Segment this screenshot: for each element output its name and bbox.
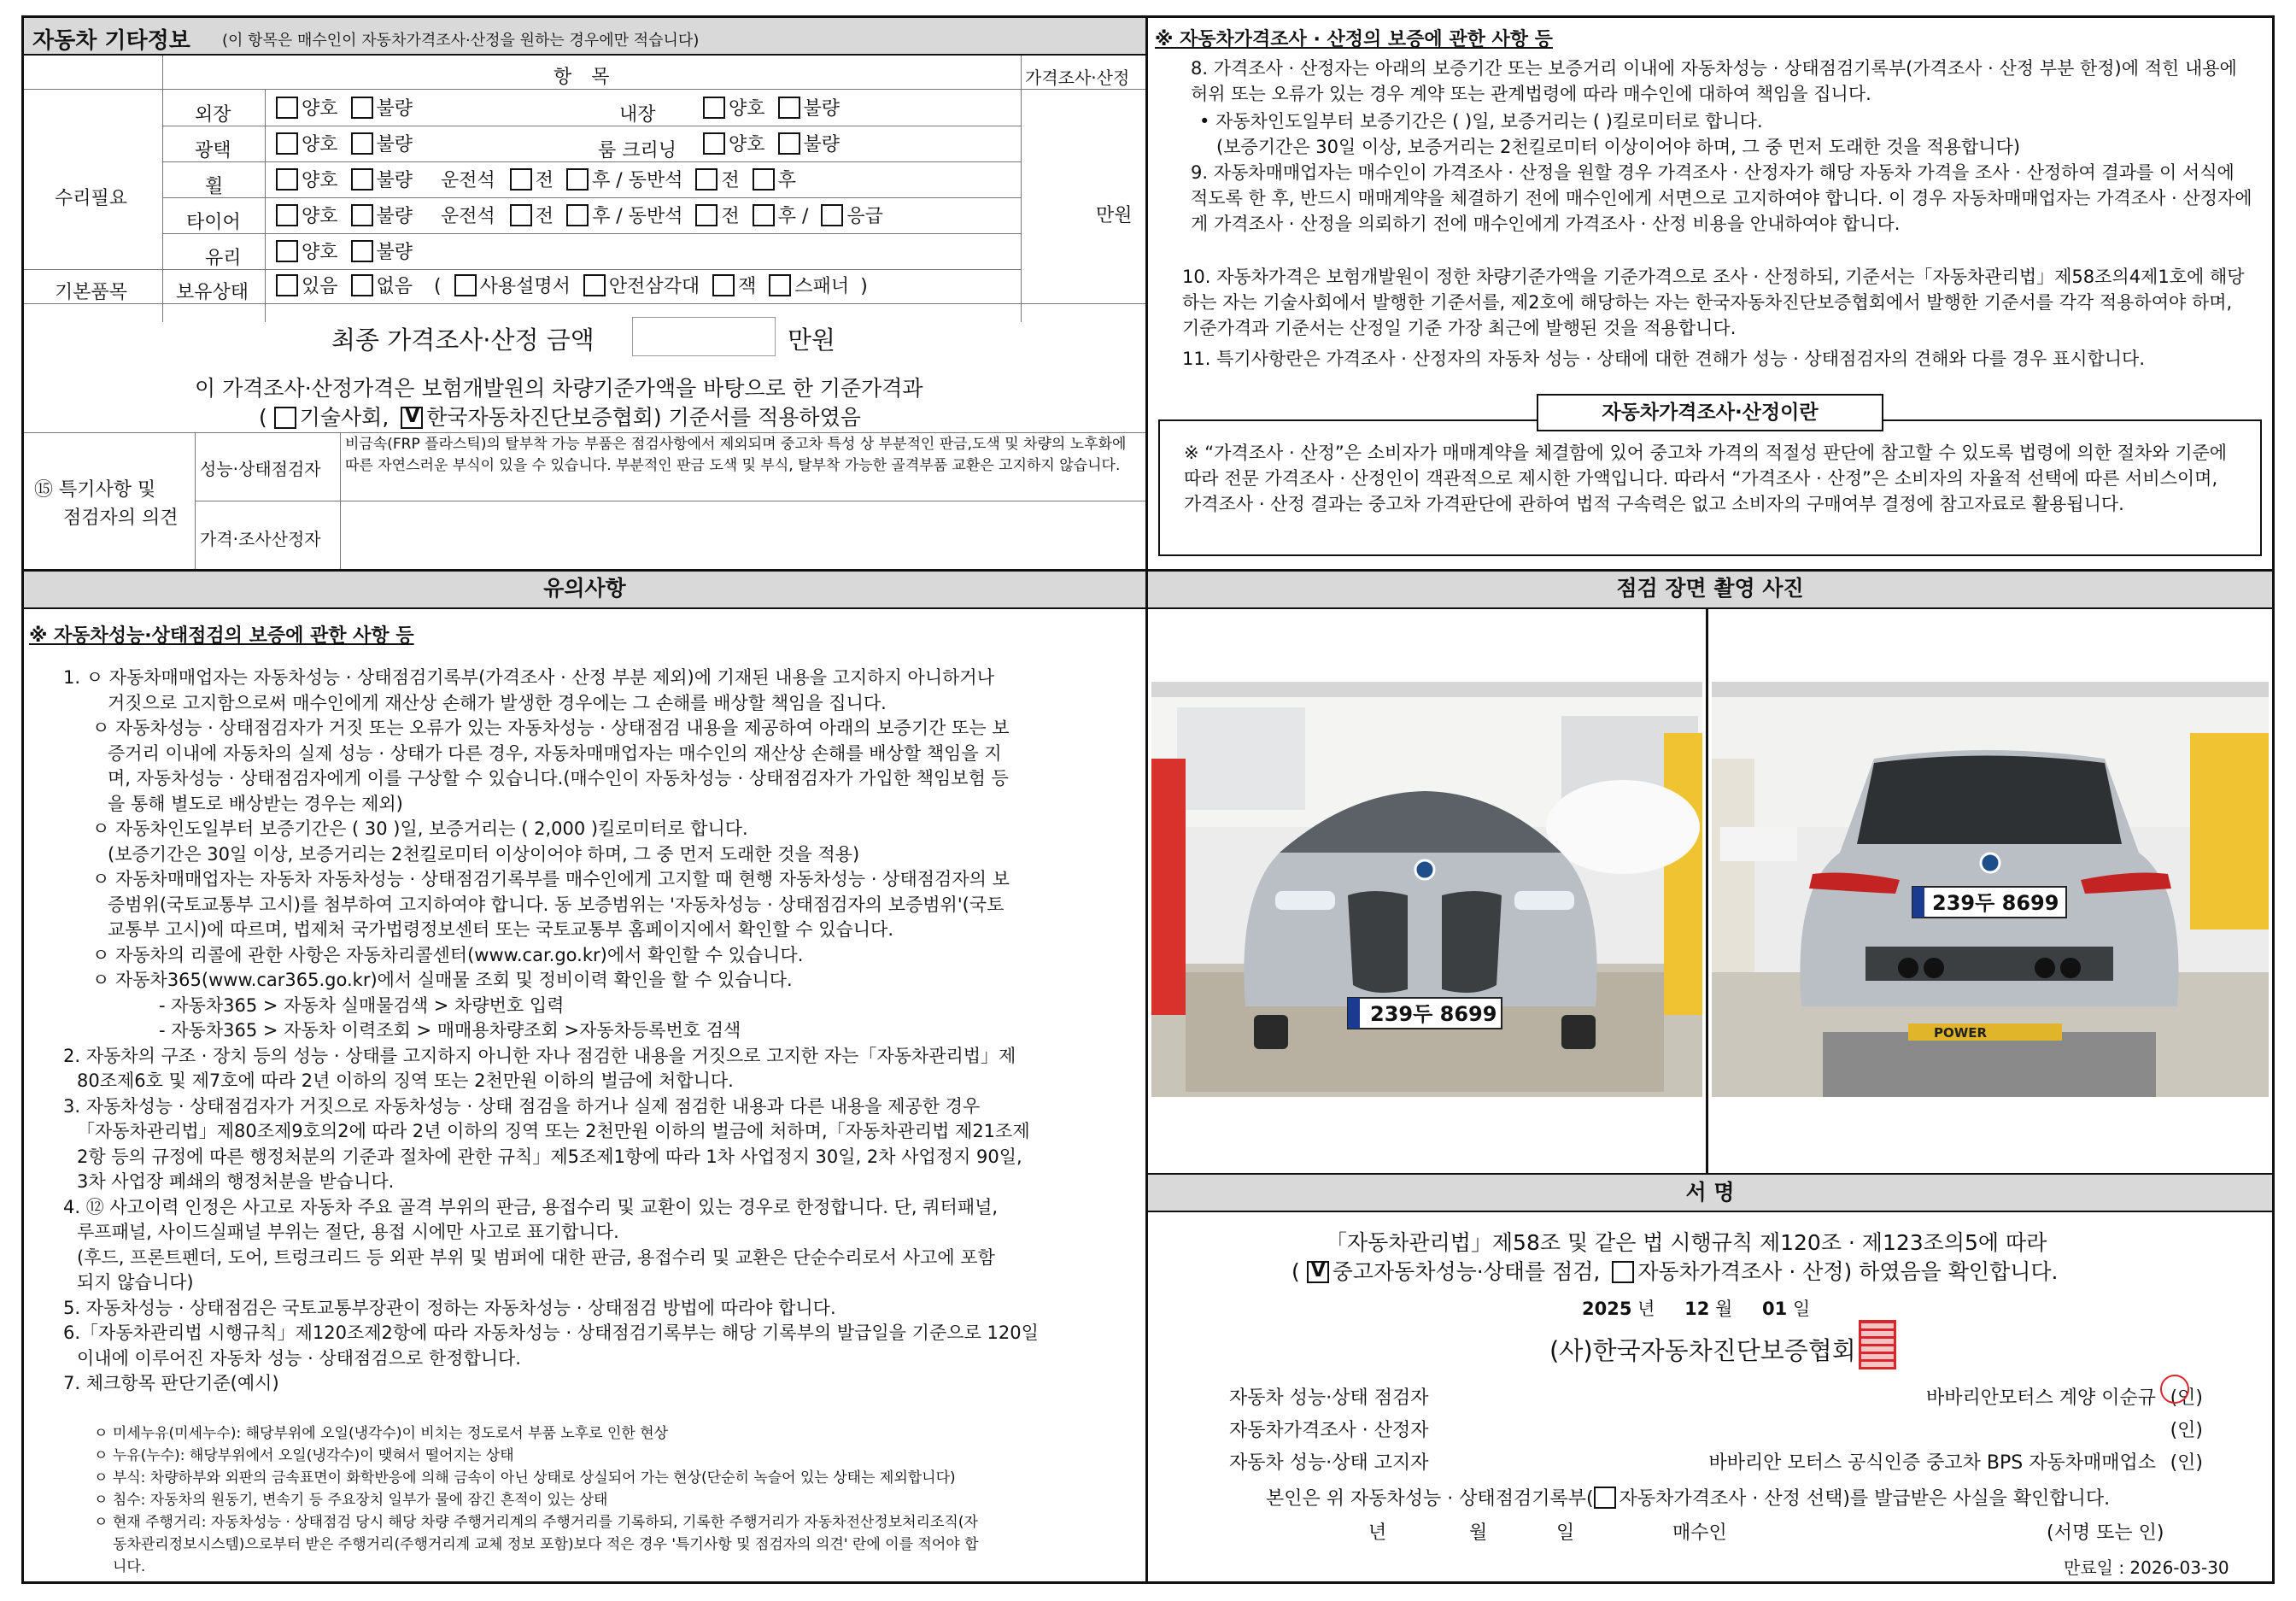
signature-row-value: 바바리안모터스 계양 이순규 xyxy=(1925,1387,2156,1409)
basis-line: 이 가격조사·산정가격은 보험개발원의 차량기준가액을 바탕으로 한 기준가격과 xyxy=(195,376,923,401)
rear-inspection-photo xyxy=(1712,682,2269,1097)
signature-row-mark[interactable]: (인) xyxy=(2170,1420,2203,1441)
power-label: POWER xyxy=(1934,1025,1988,1041)
price-definition-title: 자동차가격조사·산정이란 xyxy=(1537,394,1883,431)
notes-line: ㅇ 자동차매매업자는 자동차 자동차성능 · 상태점검기록부를 매수인에게 고지할 때 현행 자동차성능 · 상태점검자의 보 xyxy=(92,869,1010,889)
price-warranty-period-note: (보증기간은 30일 이상, 보증거리는 2천킬로미터 이상이어야 하며, 그 중 먼저 도래한 것을 적용합니다) xyxy=(1216,137,2021,157)
final-price-input[interactable] xyxy=(632,317,776,356)
basis-tech-checkbox[interactable] xyxy=(274,407,296,429)
notes-heading: ※ 자동차성능·상태점검의 보증에 관한 사항 등 xyxy=(29,625,414,647)
photos-title: 점검 장면 촬영 사진 xyxy=(1148,572,2272,609)
sign-date: 2025 년 12 월 01 일 xyxy=(1582,1299,1811,1319)
exterior-bad-checkbox[interactable] xyxy=(351,97,373,119)
notes-line: ㅇ 자동차인도일부터 보증기간은 ( 30 )일, 보증거리는 ( 2,000 )킬로미터로 합니다. xyxy=(92,818,748,839)
signature-row xyxy=(1229,1446,2246,1474)
item-header: 항 목 xyxy=(554,67,617,88)
buyer-label: 매수인 xyxy=(1672,1522,1727,1544)
manual-checkbox[interactable] xyxy=(454,274,477,296)
receipt-text-b: 자동차가격조사 · 산정 선택)를 발급받은 사실을 확인합니다. xyxy=(1619,1488,2111,1510)
stamp-icon xyxy=(2160,1375,2189,1404)
org-seal-icon xyxy=(1859,1320,1896,1369)
signature-row-label: 자동차가격조사 · 산정자 xyxy=(1229,1420,1429,1441)
notes-line: 증범위(국토교통부 고시)를 첨부하여 고지하여야 합니다. 동 보증범위는 '자동차성능 · 상태점검자의 보증범위'(국토 xyxy=(108,894,1004,915)
final-price-label: 최종 가격조사·산정 금액 xyxy=(331,325,594,355)
notes-line: 5. 자동차성능 · 상태점검은 국토교통부장관이 정하는 자동차성능 · 상태점검 방법에 따라야 합니다. xyxy=(63,1297,836,1318)
row-label-exterior: 외장 xyxy=(195,104,231,126)
notes-line: - 자동차365 > 자동차 실매물검색 > 차량번호 입력 xyxy=(159,994,565,1016)
signature-row xyxy=(1229,1414,2246,1441)
signature-row-mark[interactable]: (인) xyxy=(2170,1452,2203,1474)
triangle-checkbox[interactable] xyxy=(583,274,606,296)
gloss-good-checkbox[interactable] xyxy=(276,132,298,155)
price-header: 가격조사·산정 xyxy=(1025,67,1130,88)
spanner-checkbox[interactable] xyxy=(769,274,791,296)
glass-bad-checkbox[interactable] xyxy=(351,240,373,262)
special-label-1: ⑮ 특기사항 및 xyxy=(34,479,156,501)
tire-pass-rear-checkbox[interactable] xyxy=(753,204,775,226)
special-label-2: 점검자의 의견 xyxy=(63,507,179,529)
notes-line: 「자동차관리법」제80조제9호의2에 따라 2년 이하의 징역 또는 2천만원 이하의 벌금에 처하며,「자동차관리법 제21조제 xyxy=(77,1121,1030,1141)
row-label-wheel: 휠 xyxy=(205,176,224,197)
gloss-bad-checkbox[interactable] xyxy=(351,132,373,155)
basis-kaca-checkbox[interactable] xyxy=(401,407,423,429)
tire-bad-checkbox[interactable] xyxy=(351,204,373,226)
confirm-inspection-checkbox[interactable] xyxy=(1307,1261,1329,1283)
price-unit: 만원 xyxy=(1096,205,1133,226)
tire-good-checkbox[interactable] xyxy=(276,204,298,226)
price-warranty-item-9: 9. 자동차매매업자는 매수인이 가격조사 · 산정을 원할 경우 가격조사 · 산정자가 해당 자동차 가격을 조사 · 산정하여 결과를 이 서식에 적도록 한 후, 반드시 매매계약을 체결하기 전에 매수인에게 서면으로 고지하여야 합니다. 이 경우 자동차매매업자는 가격조사 · 산정자에게 가격조사 · 산정을 의뢰하기 전에 매수인에게 가격조사 · 산정 비용을 안내하여야 합니다. xyxy=(1191,162,2252,234)
notes-line: 3차 사업장 폐쇄의 행정처분을 받습니다. xyxy=(77,1171,395,1192)
inspector-label: 성능·상태점검자 xyxy=(200,459,321,479)
notes-line: 루프패널, 사이드실패널 부위는 절단, 용접 시에만 사고로 표기합니다. xyxy=(77,1222,619,1242)
signature-row-label: 자동차 성능·상태 고지자 xyxy=(1229,1452,1429,1474)
jack-checkbox[interactable] xyxy=(712,274,735,296)
notes-line: 교통부 고시)에 따르며, 법제처 국가법령정보센터 또는 국토교통부 홈페이지에서 확인할 수 있습니다. xyxy=(108,919,894,940)
notes-section xyxy=(24,609,1145,1581)
notes-line: 7. 체크항목 판단기준(예시) xyxy=(63,1373,279,1393)
wheel-driver-rear-checkbox[interactable] xyxy=(566,168,589,191)
wheel-driver-front-checkbox[interactable] xyxy=(510,168,532,191)
org-name: (사)한국자동차진단보증협회 xyxy=(1549,1336,1856,1365)
tire-emergency-checkbox[interactable] xyxy=(821,204,843,226)
price-warranty-item-8: 8. 가격조사 · 산정자는 아래의 보증기간 또는 보증거리 이내에 자동차성능 · 상태점검기록부(가격조사 · 산정 부분 한정)에 적힌 내용에 허위 또는 오류가 있는 경우 계약 또는 관계법령에 따라 매수인에 대하여 책임을 집니다. xyxy=(1191,58,2237,104)
notes-line: 증거리 이내에 자동차의 실제 성능 · 상태가 다른 경우, 자동차매매업자는 매수인의 재산상 손해를 배상할 책임을 지 xyxy=(108,742,1002,764)
wheel-bad-checkbox[interactable] xyxy=(351,168,373,191)
room-good-checkbox[interactable] xyxy=(703,132,725,155)
signature-row-value: 바바리안 모터스 공식인증 중고차 BPS 자동차매매업소 xyxy=(1708,1452,2156,1474)
interior-good-checkbox[interactable] xyxy=(703,97,725,119)
tire-driver-rear-checkbox[interactable] xyxy=(566,204,589,226)
inspector-opinion: 비금속(FRP 플라스틱)의 탈부착 가능 부품은 점검사항에서 제외되며 중고차 특성 상 부분적인 판금,도색 및 차량의 노후화에 따른 자연스러운 부식이 있을 수 있습니다. 부분적인 판금 도색 및 부식, 탈부착 가능한 골격부품 교환은 고지하지 않습니다. xyxy=(345,436,1127,474)
notes-line: ㅇ 자동차성능 · 상태점검자가 거짓 또는 오류가 있는 자동차성능 · 상태점검 내용을 제공하여 아래의 보증기간 또는 보 xyxy=(92,718,1010,738)
tire-pass-front-checkbox[interactable] xyxy=(695,204,718,226)
price-warranty-section xyxy=(1148,18,2272,569)
row-label-interior: 내장 xyxy=(619,104,656,126)
price-warranty-item-10: 10. 자동차가격은 보험개발원이 정한 차량기준가액을 기준가격으로 조사 · 산정하되, 기준서는「자동차관리법」제58조의4제1호에 해당하는 자는 기술사회에서 발행한 기준서를, 제2호에 해당하는 자는 한국자동차진단보증협회에서 발행한 기준서를 각각 적용하여야 하며, 기준가격과 기준서는 산정일 기준 가장 최근에 발행된 것을 적용합니다. xyxy=(1182,267,2245,338)
criteria-line: ㅇ 현재 주행거리: 자동차성능 · 상태점검 당시 해당 차량 주행거리계의 주행거리를 기록하되, 기록한 주행거리가 자동차전산정보처리조직(자 xyxy=(94,1514,978,1531)
signature-row-mark[interactable]: (인) xyxy=(2170,1387,2203,1409)
criteria-line: ㅇ 침수: 자동차의 원동기, 변속기 등 주요장치 일부가 물에 잠긴 흔적이 있는 상태 xyxy=(94,1492,608,1509)
notes-line: 2. 자동차의 구조 · 장치 등의 성능 · 상태를 고지하지 아니한 자나 점검한 내용을 거짓으로 고지한 자는「자동차관리법」제 xyxy=(63,1045,1016,1066)
notes-line: 4. ⑫ 사고이력 인정은 사고로 자동차 주요 골격 부위의 판금, 용접수리 및 교환이 있는 경우로 한정합니다. 단, 쿼터패널, xyxy=(63,1196,999,1217)
receipt-text-a: 본인은 위 자동차성능 · 상태점검기록부( xyxy=(1266,1488,1594,1510)
signature-title: 서 명 xyxy=(1148,1173,2272,1212)
extra-info-note: (이 항목은 매수인이 자동차가격조사·산정을 원하는 경우에만 적습니다) xyxy=(222,32,700,50)
criteria-line: ㅇ 부식: 차량하부와 외판의 금속표면이 화학반응에 의해 금속이 아닌 상태로 상실되어 가는 현상(단순히 녹슬어 있는 상태는 제외합니다) xyxy=(94,1469,956,1487)
repair-label: 수리필요 xyxy=(55,188,128,209)
notes-line: - 자동차365 > 자동차 이력조회 > 매매용차량조회 >자동차등록번호 검색 xyxy=(159,1020,741,1041)
rear-plate-text: 239두 8699 xyxy=(1932,891,2059,915)
have-checkbox[interactable] xyxy=(276,274,298,296)
criteria-line: 동차관리정보시스템)으로부터 받은 주행거리(주행거리계 교체 정보 포함)보다 적은 경우 '특기사항 및 점검자의 의견' 란에 이를 적어야 합 xyxy=(113,1536,979,1553)
price-warranty-heading: ※ 자동차가격조사 · 산정의 보증에 관한 사항 등 xyxy=(1155,29,1553,50)
row-label-room: 룸 크리닝 xyxy=(598,140,677,161)
criteria-line: ㅇ 누유(누수): 해당부위에서 오일(냉각수)이 맺혀서 떨어지는 상태 xyxy=(94,1447,514,1464)
notes-line: ㅇ 자동차의 리콜에 관한 사항은 자동차리콜센터(www.car.go.kr)에서 확인할 수 있습니다. xyxy=(92,944,804,965)
confirm-price-checkbox[interactable] xyxy=(1612,1261,1634,1283)
signature-row xyxy=(1229,1381,2246,1409)
extra-info-title: 자동차 기타정보 xyxy=(32,28,190,54)
notes-line: 1. ㅇ 자동차매매업자는 자동차성능 · 상태점검기록부(가격조사 · 산정 부분 제외)에 기재된 내용을 고지하지 아니하거나 xyxy=(63,667,994,688)
notes-line: 을 통해 별도로 배상받는 경우는 제외) xyxy=(108,793,403,814)
extra-info-section: 자동차 기타정보 (이 항목은 매수인이 자동차가격조사·산정을 원하는 경우에만 적습니다) 항 목 가격조사·산정 수리필요 만원 외장 양호 불량 내장 양호 불량 광택 양호 불량 룸 크리닝 양호 불량 휠 양호 불량 운전석 전 후 / 동반석 전 후 타이어 양호 불량 운전석 전 후 / 동반석 전 후 / 응급 유리 양호 불량 기본품목 보유상태 있음 없음 ( 사용설명서 안전삼각대 잭 스패너 ) 최종 가격조사·산정 금액 만원 이 가격조사·산정가격은 보험개발원의 차량기준가액을 바탕으로 한 기준가격과 ( 기술사회, V 한국자동차진단보증협회) 기준서를 적용하였음 ⑮ 특기사항 및 점검자의 의견 성능·상태점검자 비금속(FRP 플라스틱)의 탈부착 가능 부품은 점검사항에서 제외되며 중고차 특성 상 부분적인 판금,도색 및 차량의 노후화에 따른 자연스러운 부식이 있을 수 있습니다. 부분적인 판금 도색 및 부식, 탈부착 가능한 골격부품 교환은 고지하지 않습니다. 가격·조사산정자 xyxy=(24,18,1145,569)
criteria-line: 니다. xyxy=(113,1558,146,1575)
price-warranty-bullet: • 자동차인도일부터 보증기간은 ( )일, 보증거리는 ( )킬로미터로 합니다. xyxy=(1199,111,1763,132)
notes-line: 80조제6호 및 제7호에 따라 2년 이하의 징역 또는 2천만원 이하의 벌금에 처합니다. xyxy=(77,1070,734,1091)
receipt-price-checkbox[interactable] xyxy=(1594,1487,1616,1509)
wheel-pass-rear-checkbox[interactable] xyxy=(753,168,775,191)
signature-row-label: 자동차 성능·상태 점검자 xyxy=(1229,1387,1429,1409)
row-label-gloss: 광택 xyxy=(195,140,231,161)
notes-line: 3. 자동차성능 · 상태점검자가 거짓으로 자동차성능 · 상태 점검을 하거나 실제 점검한 내용과 다른 내용을 제공한 경우 xyxy=(63,1095,981,1117)
notes-line: (후드, 프론트펜더, 도어, 트렁크리드 등 외판 부위 및 범퍼에 대한 판금, 용접수리 및 교환은 단순수리로서 사고에 포함 xyxy=(77,1246,995,1268)
criteria-line: ㅇ 미세누유(미세누수): 해당부위에 오일(냉각수)이 비치는 정도로서 부품 노후로 인한 현상 xyxy=(94,1425,669,1442)
wheel-pass-front-checkbox[interactable] xyxy=(695,168,718,191)
receipt-month: 월 xyxy=(1469,1522,1488,1544)
final-price-unit: 만원 xyxy=(788,325,836,355)
tire-driver-front-checkbox[interactable] xyxy=(510,204,532,226)
notes-title: 유의사항 xyxy=(24,572,1145,609)
front-inspection-photo xyxy=(1151,682,1702,1097)
notes-line: 되지 않습니다) xyxy=(77,1272,194,1293)
notes-line: 이내에 이루어진 자동차 성능 · 상태점검으로 한정합니다. xyxy=(77,1347,521,1369)
buyer-sign-field[interactable]: (서명 또는 인) xyxy=(2047,1522,2164,1544)
expiry-date: 만료일 : 2026-03-30 xyxy=(2064,1557,2229,1578)
interior-bad-checkbox[interactable] xyxy=(778,97,800,119)
wheel-good-checkbox[interactable] xyxy=(276,168,298,191)
appraiser-label: 가격·조사산정자 xyxy=(200,529,321,549)
notes-line: 6.「자동차관리법 시행규칙」제120조제2항에 따라 자동차성능 · 상태점검기록부는 해당 기록부의 발급일을 기준으로 120일 xyxy=(63,1322,1039,1343)
law-line: 「자동차관리법」제58조 및 같은 법 시행규칙 제120조 · 제123조의5에 따라 xyxy=(1326,1230,2047,1255)
signature-section: 「자동차관리법」제58조 및 같은 법 시행규칙 제120조 · 제123조의5에 따라 ( V 중고자동차성능·상태를 점검, 자동차가격조사 · 산정) 하였음을 확인합니다. 2025 년 12 월 01 일 (사)한국자동차진단보증협회 자동차 성능·상태 점검자 바바리안모터스 계양 이순규 (인) 자동차가격조사 · 산정자 (인) 자동차 성능·상태 고지자 바바리안 모터스 공식인증 중고차 BPS 자동차매매업소 (인) 본인은 위 자동차성능 · 상태점검기록부( 자동차가격조사 · 산정 선택)를 발급받은 사실을 확인합니다. 년 월 일 매수인 (서명 또는 인) 만료일 : 2026-03-30 xyxy=(1148,1212,2272,1581)
notes-line: (보증기간은 30일 이상, 보증거리는 2천킬로미터 이상이어야 하며, 그 중 먼저 도래한 것을 적용) xyxy=(108,843,860,865)
notes-line: 며, 자동차성능 · 상태점검자에게 이를 구상할 수 있습니다.(매수인이 자동차성능 · 상태점검자가 가입한 책임보험 등 xyxy=(108,768,1009,789)
possession-label: 보유상태 xyxy=(176,282,249,303)
notes-line: 거짓으로 고지함으로써 매수인에게 재산상 손해가 발생한 경우에는 그 손해를 배상할 책임을 집니다. xyxy=(108,692,887,713)
receipt-day: 일 xyxy=(1556,1522,1575,1544)
price-definition-text: ※ “가격조사 · 산정”은 소비자가 매매계약을 체결함에 있어 중고차 가격의 적절성 판단에 참고할 수 있도록 법령에 의한 절차와 기준에 따라 전문 가격조사 · 산정인이 객관적으로 제시한 가액입니다. 따라서 “가격조사 · 산정”은 소비자의 자율적 선택에 따른 서비스이며, 가격조사 · 산정 결과는 중고차 가격판단에 관하여 법적 구속력은 없고 소비자의 구매여부 결정에 참고자료로 활용됩니다. xyxy=(1184,443,2228,514)
receipt-year: 년 xyxy=(1368,1522,1387,1544)
row-label-glass: 유리 xyxy=(205,248,242,269)
basic-items-label: 기본품목 xyxy=(55,282,128,303)
glass-good-checkbox[interactable] xyxy=(276,240,298,262)
row-label-tire: 타이어 xyxy=(186,212,241,233)
notes-line: ㅇ 자동차365(www.car365.go.kr)에서 실매물 조회 및 정비이력 확인을 할 수 있습니다. xyxy=(92,970,793,990)
notes-line: 2항 등의 규정에 따른 행정처분의 기준과 절차에 관한 규칙」제5조제1항에 따라 1차 사업정지 30일, 2차 사업정지 90일, xyxy=(77,1146,1022,1167)
front-plate-text: 239두 8699 xyxy=(1370,1002,1497,1026)
price-warranty-item-11: 11. 특기사항란은 가격조사 · 산정자의 자동차 성능 · 상태에 대한 견해가 성능 · 상태점검자의 견해와 다를 경우 표시합니다. xyxy=(1182,349,2146,369)
exterior-good-checkbox[interactable] xyxy=(276,97,298,119)
room-bad-checkbox[interactable] xyxy=(778,132,800,155)
none-checkbox[interactable] xyxy=(351,274,373,296)
